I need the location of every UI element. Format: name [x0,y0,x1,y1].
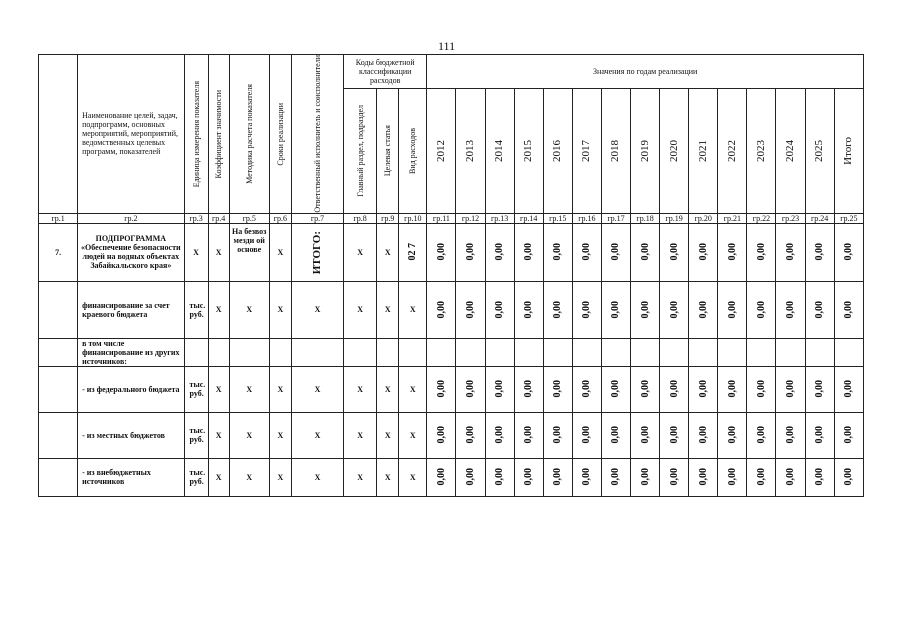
column-number: гр.19 [660,213,689,223]
year-value: 0,00 [843,300,855,319]
table-row [39,366,864,412]
header-year: 2013 [464,139,476,162]
column-number: гр.17 [601,213,630,223]
row-code-target: Х [377,412,399,458]
year-value: 0,00 [639,426,651,444]
table-row [39,412,864,458]
row-code-type: Х [399,412,427,458]
row-code-target: Х [377,458,399,496]
row-coef: Х [208,366,229,412]
subprogram-code-target: Х [377,223,399,281]
subprogram-executor: ИТОГО: [310,230,323,274]
column-number: гр.9 [377,213,399,223]
year-value: 0,00 [814,380,826,398]
year-value: 0,00 [814,300,826,319]
header-executor: Ответственный исполнитель и соисполнители [312,55,322,213]
column-number: гр.7 [291,213,343,223]
header-year: 2018 [609,139,622,162]
year-value: 0,00 [814,468,826,486]
header-year: 2020 [667,139,680,162]
subprogram-method: На безвоз мезди ой основе [229,223,269,281]
year-value: 0,00 [668,380,680,398]
row-unit: тыс. руб. [184,366,208,412]
year-value: 0,00 [785,300,797,319]
year-value: 0,00 [726,468,738,486]
row-executor: Х [291,412,343,458]
year-value: 0,00 [726,380,738,398]
column-number: гр.21 [718,213,747,223]
header-code-section: Главный раздел, подраздел [355,104,365,197]
header-year: Итого [842,136,855,165]
column-number: гр.16 [572,213,601,223]
row-coef: Х [208,458,229,496]
column-number: гр.2 [78,213,184,223]
subprogram-number: 7. [39,223,78,281]
year-value: 0,00 [755,243,767,261]
column-number: гр.1 [39,213,78,223]
row-name: - из федерального бюджета [78,366,184,412]
row-code-target: Х [377,366,399,412]
year-value: 0,00 [465,300,476,319]
header-year: 2025 [813,139,826,162]
year-value: 0,00 [435,380,447,398]
row-code-section: Х [344,366,377,412]
year-value: 0,00 [610,380,622,398]
header-terms: Сроки реализации [275,102,285,166]
row-method: Х [229,366,269,412]
year-value: 0,00 [552,468,564,486]
year-value: 0,00 [639,380,651,398]
row-code-type: Х [399,458,427,496]
year-value: 0,00 [668,468,680,486]
year-value: 0,00 [814,243,826,261]
year-value: 0,00 [581,300,593,319]
year-value: 0,00 [610,426,622,444]
row-executor: Х [291,458,343,496]
row-unit: тыс. руб. [184,281,208,338]
column-number: гр.18 [631,213,660,223]
year-value: 0,00 [435,243,447,261]
year-value: 0,00 [581,426,593,444]
header-year: 2015 [522,139,535,162]
year-value: 0,00 [668,243,680,261]
row-code-type: Х [399,281,427,338]
year-value: 0,00 [465,426,476,444]
year-value: 0,00 [639,300,651,319]
year-value: 0,00 [755,426,767,444]
year-value: 0,00 [697,426,709,444]
year-value: 0,00 [639,468,651,486]
year-value: 0,00 [639,243,651,261]
year-value: 0,00 [523,243,535,261]
header-budget-codes: Коды бюджетной классификации расходов [344,55,427,89]
header-num-col [39,55,78,214]
subprogram-code-type: 02 7 [407,243,419,261]
year-value: 0,00 [785,426,797,444]
header-name: Наименование целей, задач, подпрограмм, основных мероприятий, мероприятий, ведомственных целевых программ, показателей [78,55,184,214]
row-unit: тыс. руб. [184,412,208,458]
header-coef: Коэффициент значимости [214,89,224,179]
column-number: гр.3 [184,213,208,223]
year-value: 0,00 [523,380,535,398]
header-year: 2017 [580,139,593,162]
row-terms: Х [269,366,291,412]
year-value: 0,00 [494,380,506,398]
year-value: 0,00 [697,380,709,398]
column-number: гр.8 [344,213,377,223]
year-value: 0,00 [552,300,564,319]
year-value: 0,00 [843,468,855,486]
year-value: 0,00 [494,300,506,319]
column-number: гр.20 [689,213,718,223]
year-value: 0,00 [581,380,593,398]
subprogram-coef: Х [208,223,229,281]
subprogram-unit: Х [184,223,208,281]
year-value: 0,00 [697,300,709,319]
row-name: - из внебюджетных источников [78,458,184,496]
header-year: 2019 [638,139,651,162]
column-number: гр.6 [269,213,291,223]
year-value: 0,00 [435,300,447,319]
year-value: 0,00 [785,380,797,398]
year-value: 0,00 [814,426,826,444]
header-code-type: Вид расходов [408,127,418,174]
year-value: 0,00 [494,426,506,444]
row-name: - из местных бюджетов [78,412,184,458]
year-value: 0,00 [785,468,797,486]
subprogram-title: ПОДПРОГРАММА «Обеспечение безопасности людей на водных объектах Забайкальского края» [78,223,184,281]
header-unit: Единица измерения показателя [191,80,201,187]
table-row [39,281,864,338]
row-executor: Х [291,366,343,412]
row-code-section: Х [344,281,377,338]
row-terms: Х [269,412,291,458]
column-number: гр.23 [776,213,805,223]
year-value: 0,00 [523,468,535,486]
header-method: Методика расчета показателя [244,83,254,184]
year-value: 0,00 [697,468,709,486]
header-code-target: Целевая статья [383,125,393,177]
year-value: 0,00 [552,380,564,398]
header-year: 2024 [784,139,797,162]
year-value: 0,00 [610,300,622,319]
page-number: 111 [438,39,456,53]
row-terms: Х [269,281,291,338]
row-method: Х [229,412,269,458]
year-value: 0,00 [726,300,738,319]
year-value: 0,00 [581,243,593,261]
year-value: 0,00 [755,380,767,398]
row-coef: Х [208,412,229,458]
table-row [39,338,864,366]
year-value: 0,00 [552,243,564,261]
year-value: 0,00 [668,300,680,319]
year-value: 0,00 [755,300,767,319]
row-executor: Х [291,281,343,338]
column-number: гр.12 [456,213,485,223]
year-value: 0,00 [697,243,709,261]
year-value: 0,00 [610,468,622,486]
column-number: гр.13 [485,213,514,223]
year-value: 0,00 [523,426,535,444]
subprogram-terms: Х [269,223,291,281]
row-method: Х [229,281,269,338]
year-value: 0,00 [668,426,680,444]
row-code-section: Х [344,458,377,496]
year-value: 0,00 [755,468,767,486]
row-terms: Х [269,458,291,496]
column-number: гр.5 [229,213,269,223]
column-number: гр.4 [208,213,229,223]
year-value: 0,00 [523,300,535,319]
table-row [39,458,864,496]
header-year: 2021 [696,139,709,162]
year-value: 0,00 [843,426,855,444]
column-number: гр.22 [747,213,776,223]
year-value: 0,00 [843,380,855,398]
column-number: гр.24 [805,213,834,223]
column-number: гр.25 [834,213,863,223]
column-number: гр.10 [399,213,427,223]
header-year: 2023 [754,139,767,162]
year-value: 0,00 [465,380,476,398]
header-values-by-year: Значения по годам реализации [427,55,864,89]
header-year: 2014 [493,139,506,162]
year-value: 0,00 [465,468,476,486]
year-value: 0,00 [843,243,855,261]
indicator-table [38,54,864,497]
row-code-section: Х [344,412,377,458]
column-number: гр.15 [543,213,572,223]
year-value: 0,00 [581,468,593,486]
column-number: гр.14 [514,213,543,223]
row-name: финансирование за счет краевого бюджета [78,281,184,338]
year-value: 0,00 [610,243,622,261]
subprogram-code-section: Х [344,223,377,281]
row-code-type: Х [399,366,427,412]
header-year: 2016 [551,139,564,162]
year-value: 0,00 [785,243,797,261]
year-value: 0,00 [494,243,506,261]
row-code-target: Х [377,281,399,338]
row-unit: тыс. руб. [184,458,208,496]
row-name: в том числе финансирование из других источников: [78,338,184,366]
year-value: 0,00 [465,243,476,261]
year-value: 0,00 [726,243,738,261]
year-value: 0,00 [435,468,447,486]
column-number: гр.11 [427,213,456,223]
year-value: 0,00 [726,426,738,444]
header-year: 2022 [725,139,738,162]
row-coef: Х [208,281,229,338]
header-year: 2012 [434,139,447,162]
year-value: 0,00 [494,468,506,486]
year-value: 0,00 [435,426,447,444]
year-value: 0,00 [552,426,564,444]
row-method: Х [229,458,269,496]
